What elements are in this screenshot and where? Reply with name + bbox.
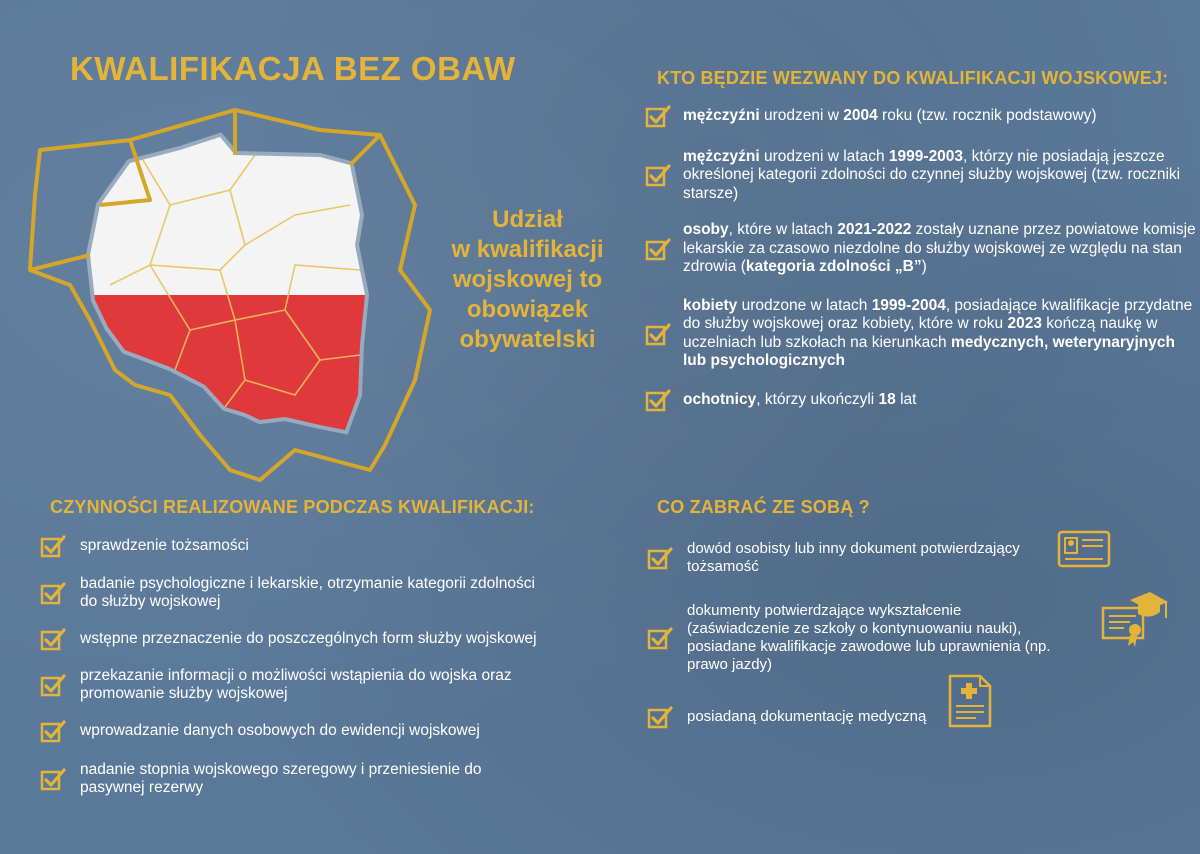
- list-item: mężczyźni urodzeni w latach 1999-2003, którzy nie posiadają jeszcze określonej kategorii zdolności do czynnej służby wojskowej (tzw. roczniki starsze): [645, 148, 1200, 204]
- checkbox-checked-icon: [645, 322, 671, 346]
- checkbox-checked-icon: [40, 534, 66, 558]
- list-item: wprowadzanie danych osobowych do ewidencji wojskowej: [40, 722, 540, 740]
- checkbox-checked-icon: [645, 388, 671, 412]
- checkbox-checked-icon: [647, 626, 673, 650]
- checkbox-checked-icon: [40, 581, 66, 605]
- medical-document-icon: [946, 672, 994, 730]
- checkbox-checked-icon: [647, 546, 673, 570]
- slogan-line: wojskowej to: [452, 266, 603, 293]
- checkbox-checked-icon: [40, 627, 66, 651]
- checkbox-checked-icon: [645, 104, 671, 128]
- list-item: osoby, które w latach 2021-2022 zostały uznane przez powiatowe komisje lekarskie za czasowo niezdolne do służby wojskowej ze względu na stan zdrowia (kategoria zdolności „B”): [645, 221, 1200, 277]
- list-item: badanie psychologiczne i lekarskie, otrzymanie kategorii zdolności do służby wojskowej: [40, 575, 540, 611]
- list-item: wstępne przeznaczenie do poszczególnych form służby wojskowej: [40, 630, 540, 648]
- list-item: nadanie stopnia wojskowego szeregowy i przeniesienie do pasywnej rezerwy: [40, 761, 540, 797]
- checkbox-checked-icon: [645, 163, 671, 187]
- main-title: KWALIFIKACJA BEZ OBAW: [70, 50, 516, 87]
- checkbox-checked-icon: [40, 767, 66, 791]
- checkbox-checked-icon: [40, 719, 66, 743]
- diploma-icon: [1100, 590, 1170, 650]
- slogan-line: obowiązek: [466, 296, 589, 323]
- activities-list: [40, 537, 540, 797]
- checkbox-checked-icon: [40, 673, 66, 697]
- list-item: posiadaną dokumentację medyczną: [647, 708, 1067, 726]
- list-item: ochotnicy, którzy ukończyli 18 lat: [645, 391, 1200, 410]
- list-item: przekazanie informacji o możliwości wstąpienia do wojska oraz promowanie służby wojskowej: [40, 667, 540, 703]
- list-item: sprawdzenie tożsamości: [40, 537, 540, 555]
- slogan: [420, 205, 635, 355]
- list-item: dowód osobisty lub inny dokument potwierdzający tożsamość: [647, 540, 1047, 576]
- list-item: dokumenty potwierdzające wykształcenie (zaświadczenie ze szkoły o kontynuowaniu nauki), posiadane kwalifikacje zawodowe lub uprawnienia (np. prawo jazdy): [647, 602, 1067, 674]
- list-item: mężczyźni urodzeni w 2004 roku (tzw. rocznik podstawowy): [645, 107, 1200, 126]
- id-card-icon: [1057, 530, 1111, 568]
- slogan-line: obywatelski: [459, 326, 596, 353]
- who-section-title: KTO BĘDZIE WEZWANY DO KWALIFIKACJI WOJSKOWEJ:: [657, 68, 1169, 88]
- activities-section-title: CZYNNOŚCI REALIZOWANE PODCZAS KWALIFIKACJI:: [50, 497, 535, 517]
- list-item: kobiety urodzone w latach 1999-2004, posiadające kwalifikacje przydatne do służby wojskowej oraz kobiety, które w roku 2023 kończą naukę w uczelniach lub szkołach na kierunkach medycznych, weterynaryjnych lub psychologicznych: [645, 297, 1200, 371]
- slogan-line: Udział: [492, 206, 563, 233]
- who-list: [645, 107, 1200, 409]
- poland-map-illustration: [20, 95, 440, 485]
- checkbox-checked-icon: [647, 705, 673, 729]
- checkbox-checked-icon: [645, 237, 671, 261]
- slogan-line: w kwalifikacji: [451, 236, 604, 263]
- bring-list: [647, 540, 1067, 726]
- bring-section-title: CO ZABRAĆ ZE SOBĄ ?: [657, 497, 870, 517]
